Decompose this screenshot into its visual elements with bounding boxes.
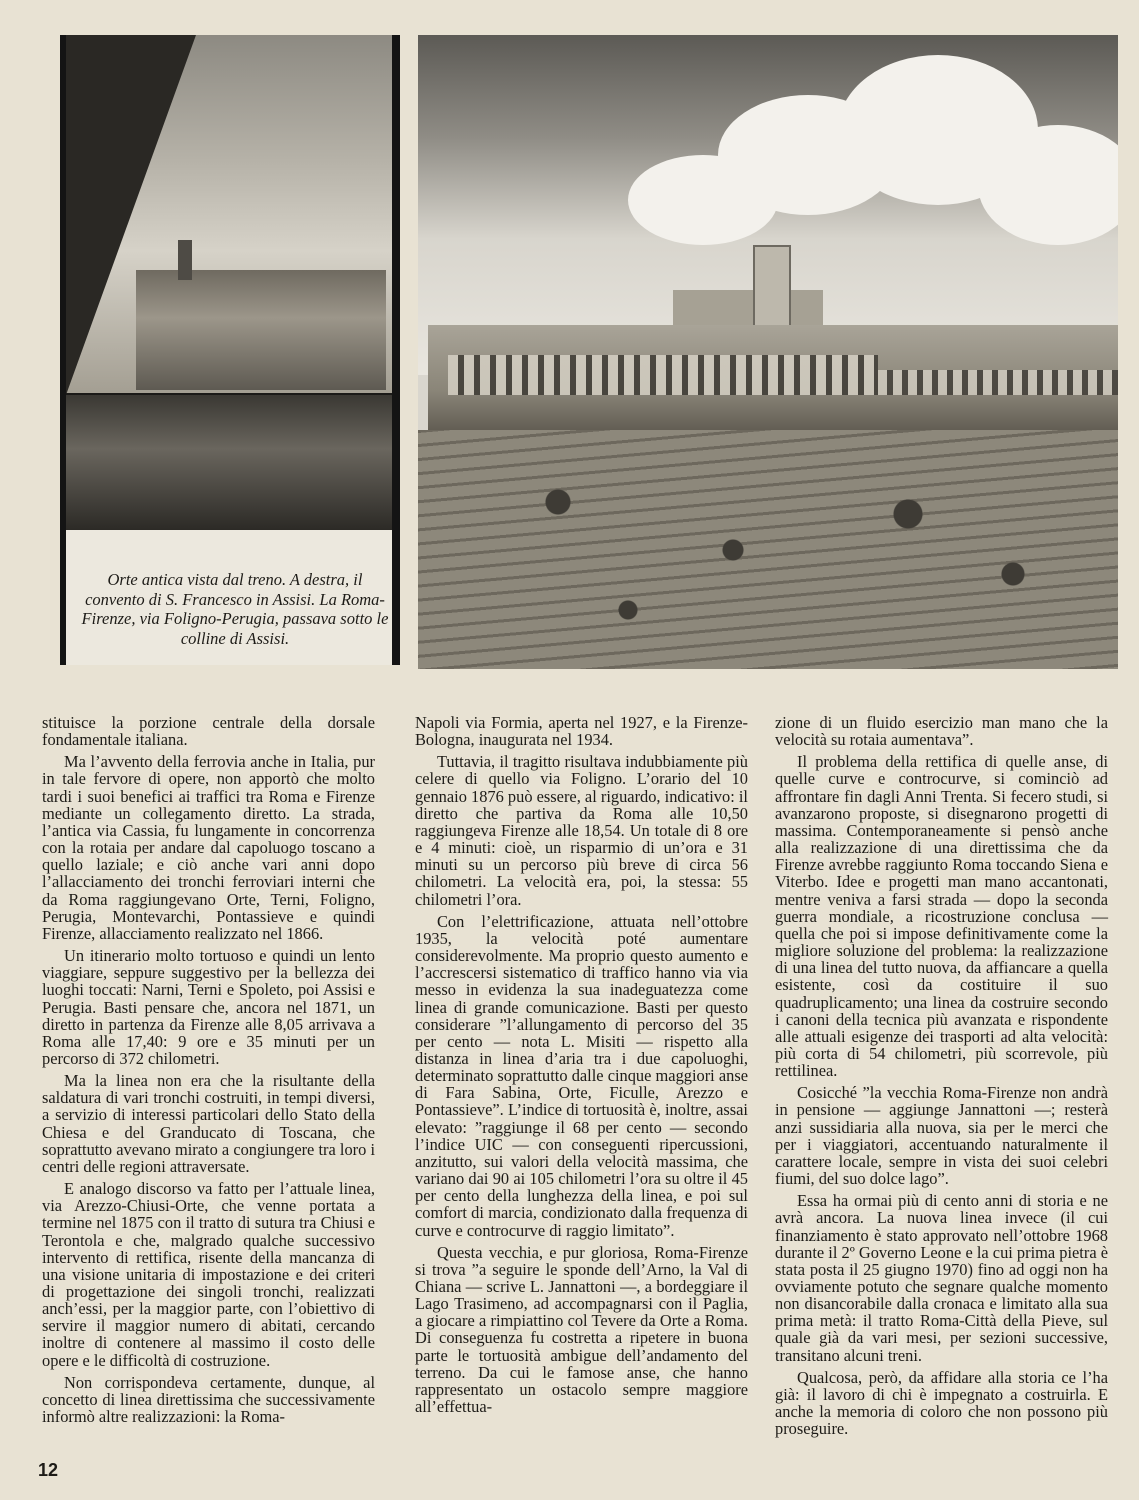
paragraph: zione di un fluido esercizio man mano che la velocità su rotaia aumentava”. <box>775 713 1108 750</box>
text-column-1 <box>42 714 375 1430</box>
paragraph: Non corrispondeva certamente, dunque, al concetto di linea direttissima che successivamente informò altre realizzazioni: la Roma- <box>42 1372 375 1427</box>
paragraph: Il problema della rettifica di quelle anse, di quelle curve e controcurve, si cominciò ad affrontare fin dagli Anni Trenta. Si fecero studi, si avanzarono proposte, si disegnarono progetti di massima. Contemporaneamente si pensò anche alla realizzazione di una direttissima che da Firenze avrebbe raggiunto Roma toccando Siena e Viterbo. Idee e progetti man mano accantonati, mentre veniva a farsi strada — dopo la seconda guerra mondiale, a ricostruzione conclusa — quella che poi si impose definitivamente come la migliore soluzione del problema: la realizzazione di una linea del tutto nuova, da affiancare a quella esistente, così da costituire il suo quadruplicamento; una linea da costruire secondo i canoni della tecnica più avanzata e rispondente alle attuali esigenze dei trasporti ad alta velocità: più corta di 54 chilometri, più scorrevole, più rettilinea. <box>775 752 1108 1081</box>
paragraph: Qualcosa, però, da affidare alla storia ce l’ha già: il lavoro di chi è impegnato a costruirla. E anche la memoria di coloro che non possono più proseguire. <box>775 1367 1108 1439</box>
paragraph: Ma l’avvento della ferrovia anche in Italia, pur in tale fervore di opere, non apportò che molto tardi i suoi benefici ai traffici tra Roma e Firenze mediante un collegamento diretto. La strada, l’antica via Cassia, fu lungamente in concorrenza con la rotaia per andare dal capoluogo toscano a quello laziale; e ciò anche vari anni dopo l’allacciamento dei tronchi ferroviari interni che da Roma raggiungevano Orte, Terni, Foligno, Perugia, Montevarchi, Pontassieve e quindi Firenze, allacciamento realizzato nel 1866. <box>42 752 375 943</box>
paragraph: E analogo discorso va fatto per l’attuale linea, via Arezzo-Chiusi-Orte, che venne portata a termine nel 1875 con il tratto di sutura tra Chiusi e Terontola e che, malgrado qualche successivo intervento di rettifica, risente della mancanza di una visione unitaria di impostazione e dei criteri di progettazione dei singoli tronchi, realizzati anch’essi, per la maggior parte, con l’obiettivo di servire il maggior numero di abitati, cercando inoltre di contenere al massimo il costo delle opere e le difficoltà di costruzione. <box>42 1179 375 1370</box>
paragraph: Essa ha ormai più di cento anni di storia e ne avrà ancora. La nuova linea invece (il cui finanziamento è stato approvato nell’ottobre 1968 durante il 2º Governo Leone e la cui prima pietra è stata posta il 25 giugno 1970) fino ad oggi non ha ovviamente potuto che segnare qualche momento non disancorabile dalla cronaca e limitato alla sua prima metà: il tratto Roma-Città della Pieve, sul quale già da vari mesi, per sezioni successive, transitano alcuni treni. <box>775 1191 1108 1365</box>
paragraph: stituisce la porzione centrale della dorsale fondamentale italiana. <box>42 713 375 750</box>
paragraph: Questa vecchia, e pur gloriosa, Roma-Firenze si trova ”a seguire le sponde dell’Arno, la Val di Chiana — scrive L. Jannattoni —, a bordeggiare il Lago Trasimeno, ad accompagnarsi con il Paglia, a giocare a rimpiattino col Tevere da Orte a Roma. Di conseguenza fu costretta a ripetere in buona parte le tortuosità ambigue dell’andamento del terreno. Da cui le famose anse, che hanno rappresentato un ostacolo sempre maggiore all’effettua- <box>415 1242 748 1417</box>
photo-assisi-convent <box>418 35 1118 669</box>
paragraph: Cosicché ”la vecchia Roma-Firenze non andrà in pensione — aggiunge Jannattoni —; resterà anzi sussidiaria alla nuova, sia per le merci che per i viaggiatori, accentuando naturalmente il carattere locale, sempre in vista dei suoi celebri fiumi, del suo dolce lago”. <box>775 1083 1108 1189</box>
paragraph: Un itinerario molto tortuoso e quindi un lento viaggiare, seppure suggestivo per la bellezza dei luoghi toccati: Narni, Terni e Spoleto, poi Assisi e Perugia. Basti pensare che, ancora nel 1871, un diretto in partenza da Firenze alle 8,05 arrivava a Roma alle 17,40: 9 ore e 35 minuti per un percorso di 372 chilometri. <box>42 946 375 1068</box>
text-column-3 <box>775 714 1108 1442</box>
page-number: 12 <box>38 1460 59 1480</box>
paragraph: Napoli via Formia, aperta nel 1927, e la Firenze-Bologna, inaugurata nel 1934. <box>415 713 748 750</box>
text-column-2 <box>415 714 748 1420</box>
photo-caption: Orte antica vista dal treno. A destra, il convento di S. Francesco in Assisi. La Roma-Firenze, via Foligno-Perugia, passava sotto le colline di Assisi. <box>81 570 389 648</box>
paragraph: Ma la linea non era che la risultante della saldatura di vari tronchi costruiti, in tempi diversi, a servizio di interessi particolari dello Stato della Chiesa e del Granducato di Toscana, che soprattutto avevano mirato a congiungere tra loro i centri delle regioni attraversate. <box>42 1071 375 1176</box>
paragraph: Tuttavia, il tragitto risultava indubbiamente più celere di quello via Foligno. L’orario del 10 gennaio 1876 può essere, al riguardo, indicativo: il diretto che partiva da Roma alle 10,50 raggiungeva Firenze alle 18,54. Un totale di 8 ore e 4 minuti: cioè, un risparmio di un’ora e 31 minuti su un percorso più breve di circa 56 chilometri. La velocità era, poi, la stessa: 55 chilometri l’ora. <box>415 752 748 909</box>
paragraph: Con l’elettrificazione, attuata nell’ottobre 1935, la velocità poté aumentare considerevolmente. Ma proprio questo aumento e l’accrescersi sistematico di traffico hanno via via messo in evidenza la sua inadeguatezza come linea di grande comunicazione. Basti per questo considerare ”l’allungamento di percorso del 35 per cento — nota L. Misiti — rispetto alla distanza in linea d’aria tra i due capoluoghi, determinato soprattutto dalle cinque maggiori anse di Fara Sabina, Orte, Ficulle, Arezzo e Pontassieve”. L’indice di tortuosità è, inoltre, assai elevato: ”raggiunge il 68 per cento — secondo l’indice UIC — con conseguenti ripercussioni, anzitutto, sui valori della velocità massima, che variano dai 90 ai 105 chilometri l’ora su oltre il 45 per cento della lunghezza della linea, e poi sul comfort di marcia, condizionato dalla frequenza di curve e controcurve di raggio limitato”. <box>415 911 748 1240</box>
